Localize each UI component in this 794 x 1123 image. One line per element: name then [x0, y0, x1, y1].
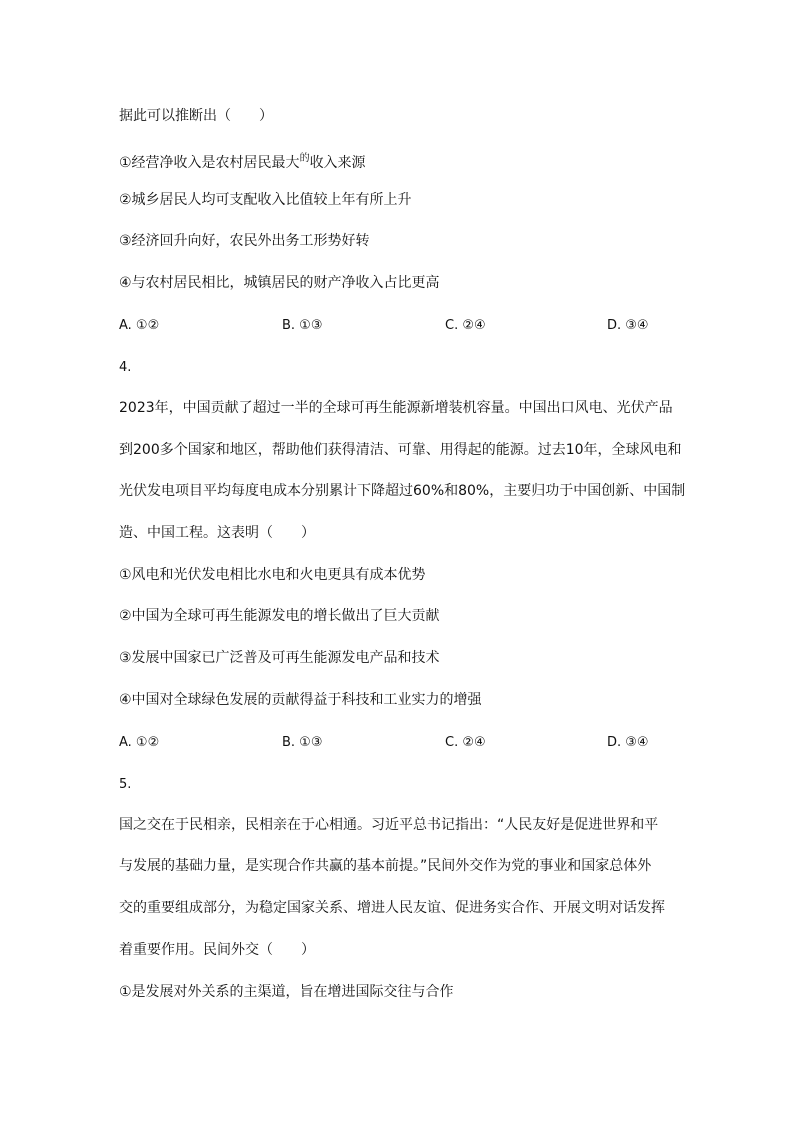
q4-stem-line-1: 2023年，中国贡献了超过一半的全球可再生能源新增装机容量。中国出口风电、光伏产品	[119, 400, 673, 416]
q5-stem-line-2: 与发展的基础力量，是实现合作共赢的基本前提。”民间外交作为党的事业和国家总体外	[119, 858, 652, 874]
q4-option-d: D. ③④	[607, 735, 649, 750]
q3-option-b: B. ①③	[282, 318, 323, 333]
q5-statement-1: ①是发展对外关系的主渠道，旨在增进国际交往与合作	[119, 984, 454, 1000]
statement-text: ①经营净收入是农村居民最大	[119, 155, 300, 171]
q3-option-c: C. ②④	[445, 318, 486, 333]
q4-option-a: A. ①②	[119, 735, 160, 750]
q3-statement-2: ②城乡居民人均可支配收入比值较上年有所上升	[119, 192, 412, 208]
q5-stem-line-1: 国之交在于民相亲，民相亲在于心相通。习近平总书记指出：“人民友好是促进世界和平	[119, 817, 659, 833]
q3-statement-4: ④与农村居民相比，城镇居民的财产净收入占比更高	[119, 275, 440, 291]
statement-text: 收入来源	[309, 155, 366, 171]
q4-statement-2: ②中国为全球可再生能源发电的增长做出了巨大贡献	[119, 608, 440, 624]
q4-option-b: B. ①③	[282, 735, 323, 750]
q4-statement-3: ③发展中国家已广泛普及可再生能源发电产品和技术	[119, 650, 440, 666]
q5-number: 5.	[119, 777, 132, 792]
q3-option-a: A. ①②	[119, 318, 160, 333]
q4-statement-4: ④中国对全球绿色发展的贡献得益于科技和工业实力的增强	[119, 692, 482, 708]
q4-statement-1: ①风电和光伏发电相比水电和火电更具有成本优势	[119, 567, 426, 583]
superscript-text: 的	[299, 153, 310, 164]
q4-stem-line-2: 到200多个国家和地区，帮助他们获得清洁、可靠、用得起的能源。过去10年，全球风电和	[119, 442, 682, 458]
q3-statement-3: ③经济回升向好，农民外出务工形势好转	[119, 233, 370, 249]
q4-option-c: C. ②④	[445, 735, 486, 750]
q4-stem-line-4: 造、中国工程。这表明（ ）	[119, 525, 315, 541]
q3-stem-tail: 据此可以推断出（ ）	[119, 108, 273, 124]
q5-stem-line-4: 着重要作用。民间外交（ ）	[119, 942, 315, 958]
q3-option-d: D. ③④	[607, 318, 649, 333]
q4-stem-line-3: 光伏发电项目平均每度电成本分别累计下降超过60%和80%，主要归功于中国创新、中国制	[119, 483, 686, 499]
q5-stem-line-3: 交的重要组成部分，为稳定国家关系、增进人民友谊、促进务实合作、开展文明对话发挥	[119, 900, 665, 916]
q3-statement-1	[119, 153, 366, 175]
q4-number: 4.	[119, 360, 132, 375]
